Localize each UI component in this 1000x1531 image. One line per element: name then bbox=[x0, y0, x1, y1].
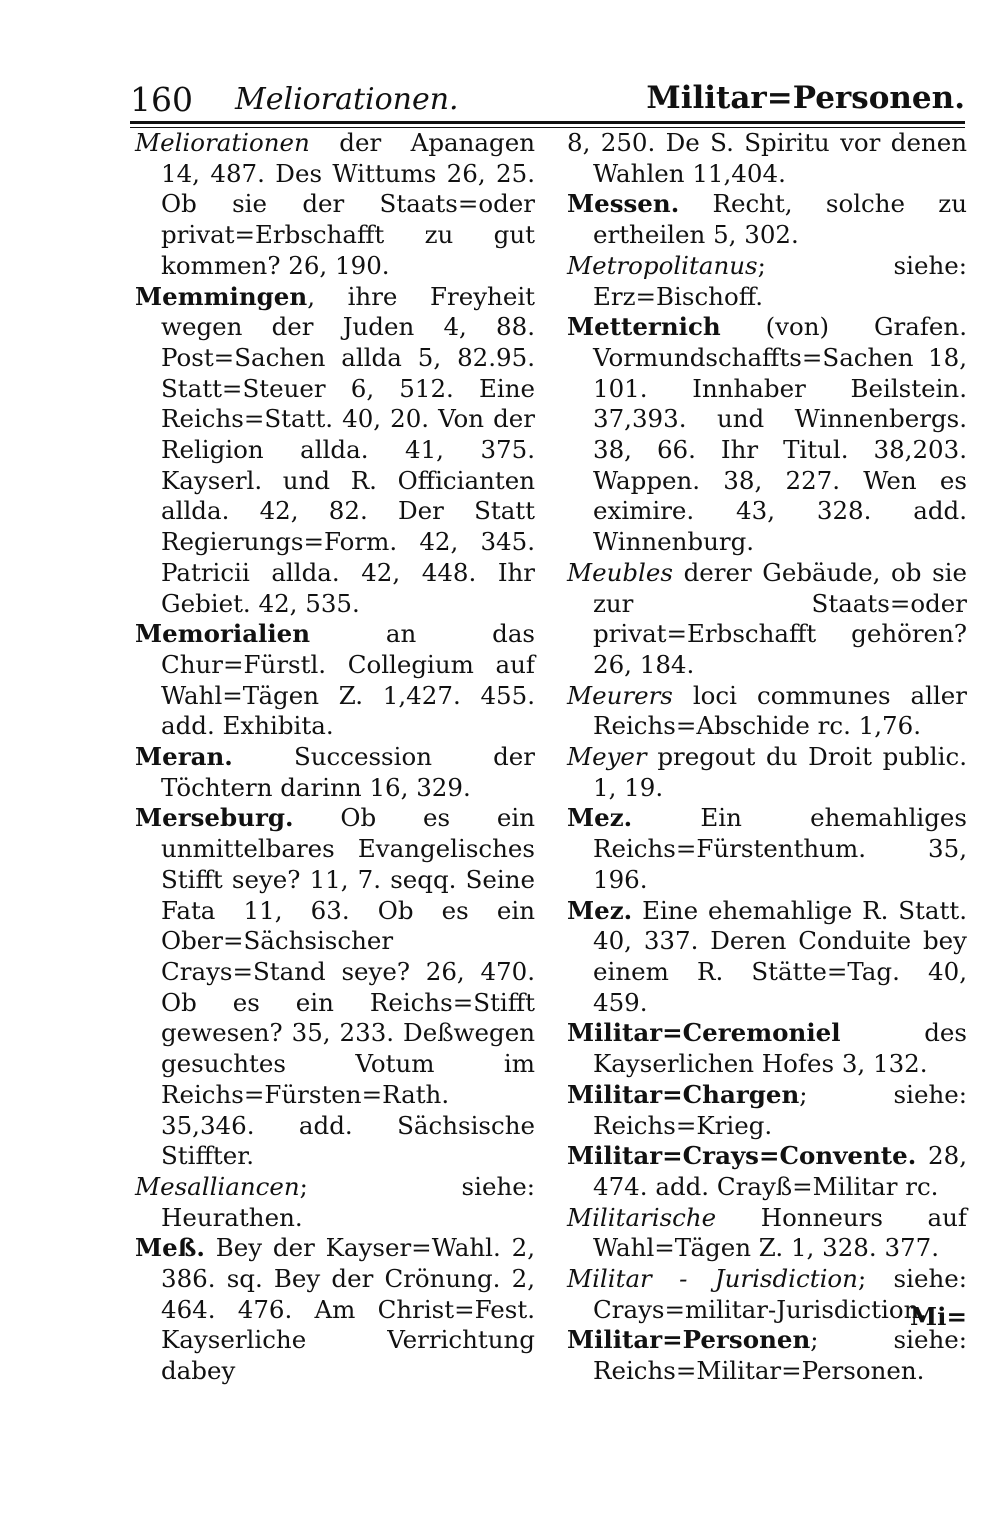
entry-term: Merseburg. bbox=[135, 803, 294, 833]
entry-term: Meran. bbox=[135, 742, 233, 772]
index-entry-continued bbox=[567, 128, 967, 189]
entry-term: Meubles bbox=[567, 557, 673, 587]
entry-term: Militar=Personen bbox=[567, 1325, 811, 1355]
entry-term: Militar=Chargen bbox=[567, 1079, 800, 1109]
entry-term: Memmingen bbox=[135, 281, 308, 311]
entry-term: Mez. bbox=[567, 803, 633, 833]
index-entry bbox=[135, 742, 535, 803]
entry-term: Meß. bbox=[135, 1233, 205, 1263]
entry-text: an das Chur=Fürstl. Collegium auf Wahl=Tägen Z. 1,427. 455. add. Exhibita. bbox=[161, 619, 535, 741]
index-entry bbox=[135, 282, 535, 620]
entry-text: des Kayserlichen Hofes 3, 132. bbox=[593, 1018, 967, 1079]
entry-term: Meyer bbox=[567, 742, 647, 772]
entry-term: Metropolitanus bbox=[567, 250, 758, 280]
entry-term: Militar - Jurisdiction bbox=[567, 1264, 858, 1294]
entry-term: Metternich bbox=[567, 312, 721, 342]
entry-text: Ein ehemahliges Reichs=Fürstenthum. 35, 196. bbox=[593, 803, 967, 894]
entry-text: ; siehe: Crays=militar-Jurisdiction. bbox=[593, 1264, 967, 1324]
entry-text: Succession der Töchtern darinn 16, 329. bbox=[161, 742, 535, 802]
entry-text: Ob es ein unmittelbares Evangelisches Stifft seye? 11, 7. seqq. Seine Fata 11, 63. Ob es ein Ober=Sächsischer Crays=Stand seye? 26, 470. Ob es ein Reichs=Stifft gewesen? 35, 233. Deßwegen gesuchtes Votum im Reichs=Fürsten=Rath. 35,346. add. Sächsische Stiffter. bbox=[161, 803, 535, 1171]
entry-text: , ihre Freyheit wegen der Juden 4, 88. Post=Sachen allda 5, 82.95. Statt=Steuer 6, 512. Eine Reichs=Statt. 40, 20. Von der Religion allda. 41, 375. Kayserl. und R. Officianten allda. 42, 82. Der Statt Regierungs=Form. 42, 345. Patricii allda. 42, 448. Ihr Gebiet. 42, 535. bbox=[161, 281, 535, 618]
entry-text: (von) Grafen. Vormundschaffts=Sachen 18, 101. Innhaber Beilstein. 37,393. und Winnenbergs. 38, 66. Ihr Titul. 38,203. Wappen. 38, 227. Wen es eximire. 43, 328. add. Winnenburg. bbox=[593, 312, 967, 557]
entry-text: derer Gebäude, ob sie zur Staats=oder privat=Erbschafft gehören? 26, 184. bbox=[593, 557, 967, 679]
entry-text: Eine ehemahlige R. Statt. 40, 337. Deren Conduite bey einem R. Stätte=Tag. 40, 459. bbox=[593, 895, 967, 1017]
index-entry bbox=[135, 619, 535, 742]
entry-term: Mesalliancen bbox=[135, 1171, 300, 1201]
entry-term: Militar=Ceremoniel bbox=[567, 1018, 841, 1048]
index-entry bbox=[567, 558, 967, 681]
entry-text: 28, 474. add. Crayß=Militar rc. bbox=[593, 1141, 967, 1201]
index-entry bbox=[567, 251, 967, 312]
index-entry bbox=[567, 896, 967, 1019]
entry-text: der Apanagen 14, 487. Des Wittums 26, 25. Ob sie der Staats=oder privat=Erbschafft zu gut kommen? 26, 190. bbox=[161, 128, 535, 280]
index-entry bbox=[567, 681, 967, 742]
index-entry bbox=[567, 742, 967, 803]
entry-term: Memorialien bbox=[135, 619, 311, 649]
header-left-title: Meliorationen. bbox=[235, 82, 459, 117]
header-rule bbox=[130, 121, 965, 128]
entry-term: Meliorationen bbox=[135, 128, 310, 157]
index-entry bbox=[567, 803, 967, 895]
index-entry bbox=[567, 312, 967, 558]
index-entry bbox=[567, 1018, 967, 1079]
entry-term: Messen. bbox=[567, 189, 680, 219]
entry-term: Meurers bbox=[567, 680, 673, 710]
index-entry bbox=[567, 1264, 967, 1325]
entry-term: Militarische bbox=[567, 1202, 717, 1232]
entry-text: ; siehe: Reichs=Krieg. bbox=[593, 1079, 967, 1140]
catchword: Mi= bbox=[910, 1302, 967, 1331]
index-entry bbox=[135, 128, 535, 282]
entry-text: loci communes aller Reichs=Abschide rc. 1,76. bbox=[593, 680, 967, 741]
index-entry bbox=[135, 803, 535, 1171]
entry-text: 8, 250. De S. Spiritu vor denen Wahlen 11,404. bbox=[567, 128, 967, 188]
page-number: 160 bbox=[130, 80, 193, 119]
entry-term: Militar=Crays=Convente. bbox=[567, 1141, 917, 1171]
header-right-title: Militar=Personen. bbox=[646, 80, 965, 116]
index-entry bbox=[135, 1233, 535, 1387]
entry-text: ; siehe: Reichs=Militar=Personen. bbox=[593, 1325, 967, 1386]
index-entry bbox=[567, 1325, 967, 1386]
entry-text: ; siehe: Erz=Bischoff. bbox=[593, 250, 967, 311]
entry-term: Mez. bbox=[567, 895, 633, 925]
right-column bbox=[567, 128, 967, 1387]
left-column bbox=[135, 128, 535, 1387]
entry-text: Bey der Kayser=Wahl. 2, 386. sq. Bey der Crönung. 2, 464. 476. Am Christ=Fest. Kayserliche Verrichtung dabey bbox=[161, 1233, 535, 1386]
running-header bbox=[130, 70, 965, 120]
index-entry bbox=[567, 1141, 967, 1202]
entry-text: Honneurs auf Wahl=Tägen Z. 1, 328. 377. bbox=[593, 1202, 967, 1263]
index-entry bbox=[567, 1080, 967, 1141]
index-entry bbox=[567, 189, 967, 250]
entry-text: ; siehe: Heurathen. bbox=[161, 1171, 535, 1232]
index-entry bbox=[567, 1203, 967, 1264]
index-entry bbox=[135, 1172, 535, 1233]
entry-text: Recht, solche zu ertheilen 5, 302. bbox=[593, 189, 967, 250]
entry-text: pregout du Droit public. 1, 19. bbox=[593, 742, 967, 802]
